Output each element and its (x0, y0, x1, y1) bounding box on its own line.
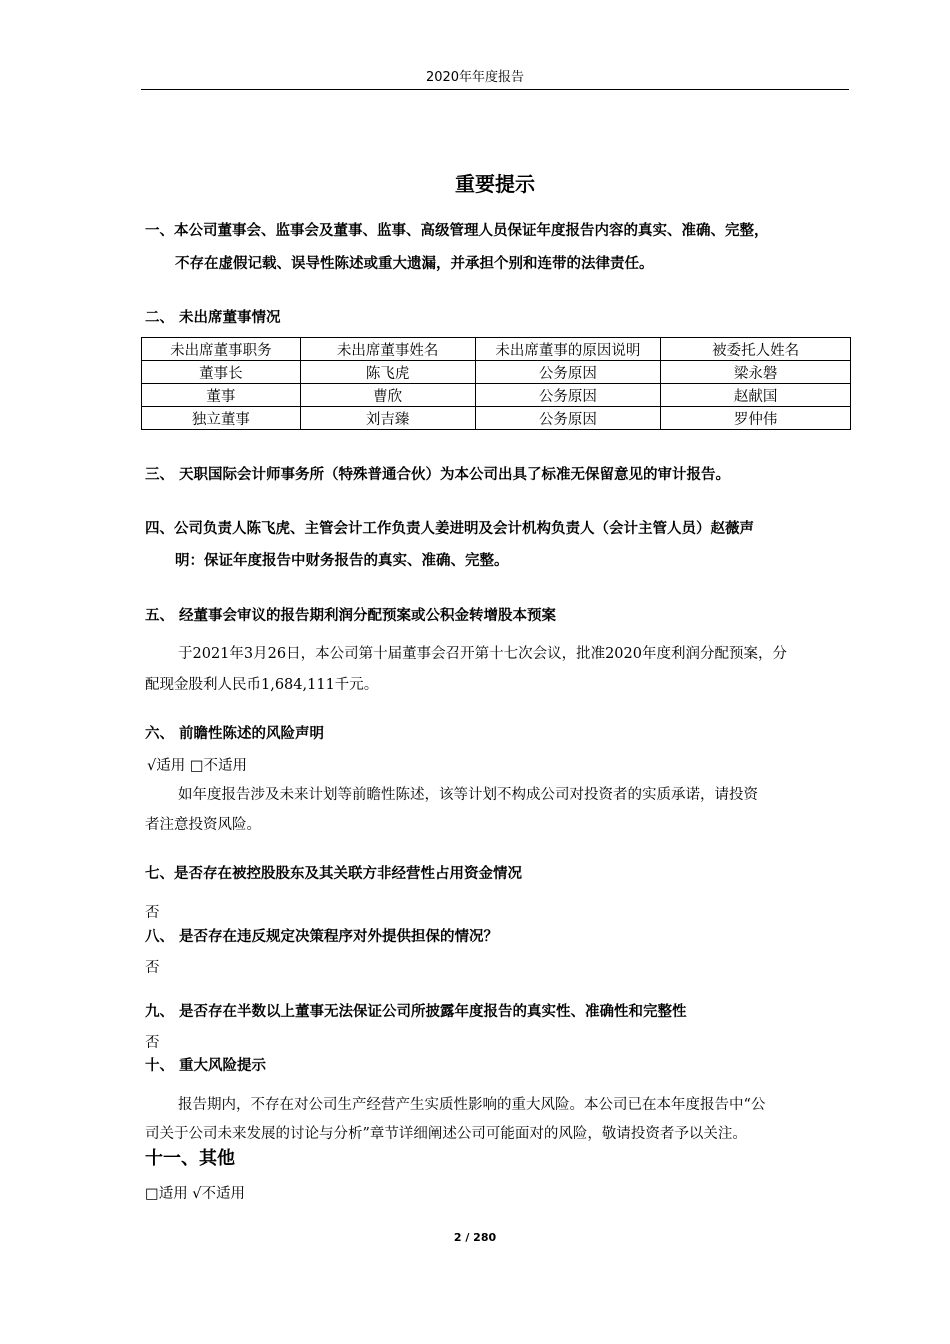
table-header-row (142, 338, 851, 361)
section-5-line-2: 配现金股利人民币1,684,111千元。 (145, 677, 379, 693)
header-divider (141, 89, 849, 90)
section-4-line-2: 明：保证年度报告中财务报告的真实、准确、完整。 (175, 553, 509, 569)
section-3-text: 三、 天职国际会计师事务所（特殊普通合伙）为本公司出具了标准无保留意见的审计报告。 (145, 467, 731, 483)
section-8-heading: 八、 是否存在违反规定决策程序对外提供担保的情况？ (145, 929, 499, 945)
section-5-heading: 五、 经董事会审议的报告期利润分配预案或公积金转增股本预案 (145, 608, 557, 624)
section-6-heading: 六、 前瞻性陈述的风险声明 (145, 726, 325, 742)
section-10-line-1: 报告期内，不存在对公司生产经营产生实质性影响的重大风险。本公司已在本年度报告中“公 (178, 1097, 766, 1113)
section-9-heading: 九、 是否存在半数以上董事无法保证公司所披露年度报告的真实性、准确性和完整性 (145, 1004, 687, 1020)
section-6-line-2: 者注意投资风险。 (145, 817, 261, 833)
section-8-answer: 否 (145, 960, 160, 976)
table-header-cell: 未出席董事职务 (142, 338, 301, 361)
section-2-heading: 二、 未出席董事情况 (145, 310, 281, 326)
table-cell: 梁永磐 (661, 361, 851, 384)
section-9-answer: 否 (145, 1035, 160, 1051)
table-cell: 公务原因 (475, 361, 661, 384)
section-1-line-1: 一、本公司董事会、监事会及董事、监事、高级管理人员保证年度报告内容的真实、准确、完整， (145, 223, 769, 239)
absent-directors-table (141, 337, 851, 430)
table-header-cell: 未出席董事的原因说明 (475, 338, 661, 361)
section-7-heading: 七、是否存在被控股股东及其关联方非经营性占用资金情况 (145, 866, 522, 882)
section-6-option: √适用 □不适用 (147, 758, 248, 774)
table-cell: 赵献国 (661, 384, 851, 407)
table-header-cell: 未出席董事姓名 (300, 338, 475, 361)
table-row (142, 384, 851, 407)
section-6-line-1: 如年度报告涉及未来计划等前瞻性陈述，该等计划不构成公司对投资者的实质承诺，请投资 (178, 787, 758, 803)
page-title: 重要提示 (455, 172, 535, 196)
page-header: 2020年年度报告 (425, 70, 525, 85)
table-cell: 公务原因 (475, 384, 661, 407)
table-cell: 曹欣 (300, 384, 475, 407)
section-7-answer: 否 (145, 905, 160, 921)
table-cell: 董事长 (142, 361, 301, 384)
section-10-line-2: 司关于公司未来发展的讨论与分析”章节详细阐述公司可能面对的风险，敬请投资者予以关注。 (145, 1126, 747, 1142)
table-cell: 罗仲伟 (661, 407, 851, 430)
section-1-line-2: 不存在虚假记载、误导性陈述或重大遗漏，并承担个别和连带的法律责任。 (175, 256, 654, 272)
section-10-heading: 十、 重大风险提示 (145, 1058, 267, 1074)
page-number: 2 / 280 (453, 1231, 497, 1244)
section-11-heading: 十一、其他 (145, 1148, 235, 1169)
table-cell: 刘吉臻 (300, 407, 475, 430)
section-5-line-1: 于2021年3月26日，本公司第十届董事会召开第十七次会议，批准2020年度利润分配预案，分 (178, 646, 787, 662)
table-cell: 公务原因 (475, 407, 661, 430)
table-header-cell: 被委托人姓名 (661, 338, 851, 361)
table-row (142, 407, 851, 430)
table-cell: 陈飞虎 (300, 361, 475, 384)
section-11-option: □适用 √不适用 (145, 1186, 246, 1202)
table-cell: 独立董事 (142, 407, 301, 430)
table-cell: 董事 (142, 384, 301, 407)
section-4-line-1: 四、公司负责人陈飞虎、主管会计工作负责人姜进明及会计机构负责人（会计主管人员）赵薇声 (145, 521, 754, 537)
table-row (142, 361, 851, 384)
